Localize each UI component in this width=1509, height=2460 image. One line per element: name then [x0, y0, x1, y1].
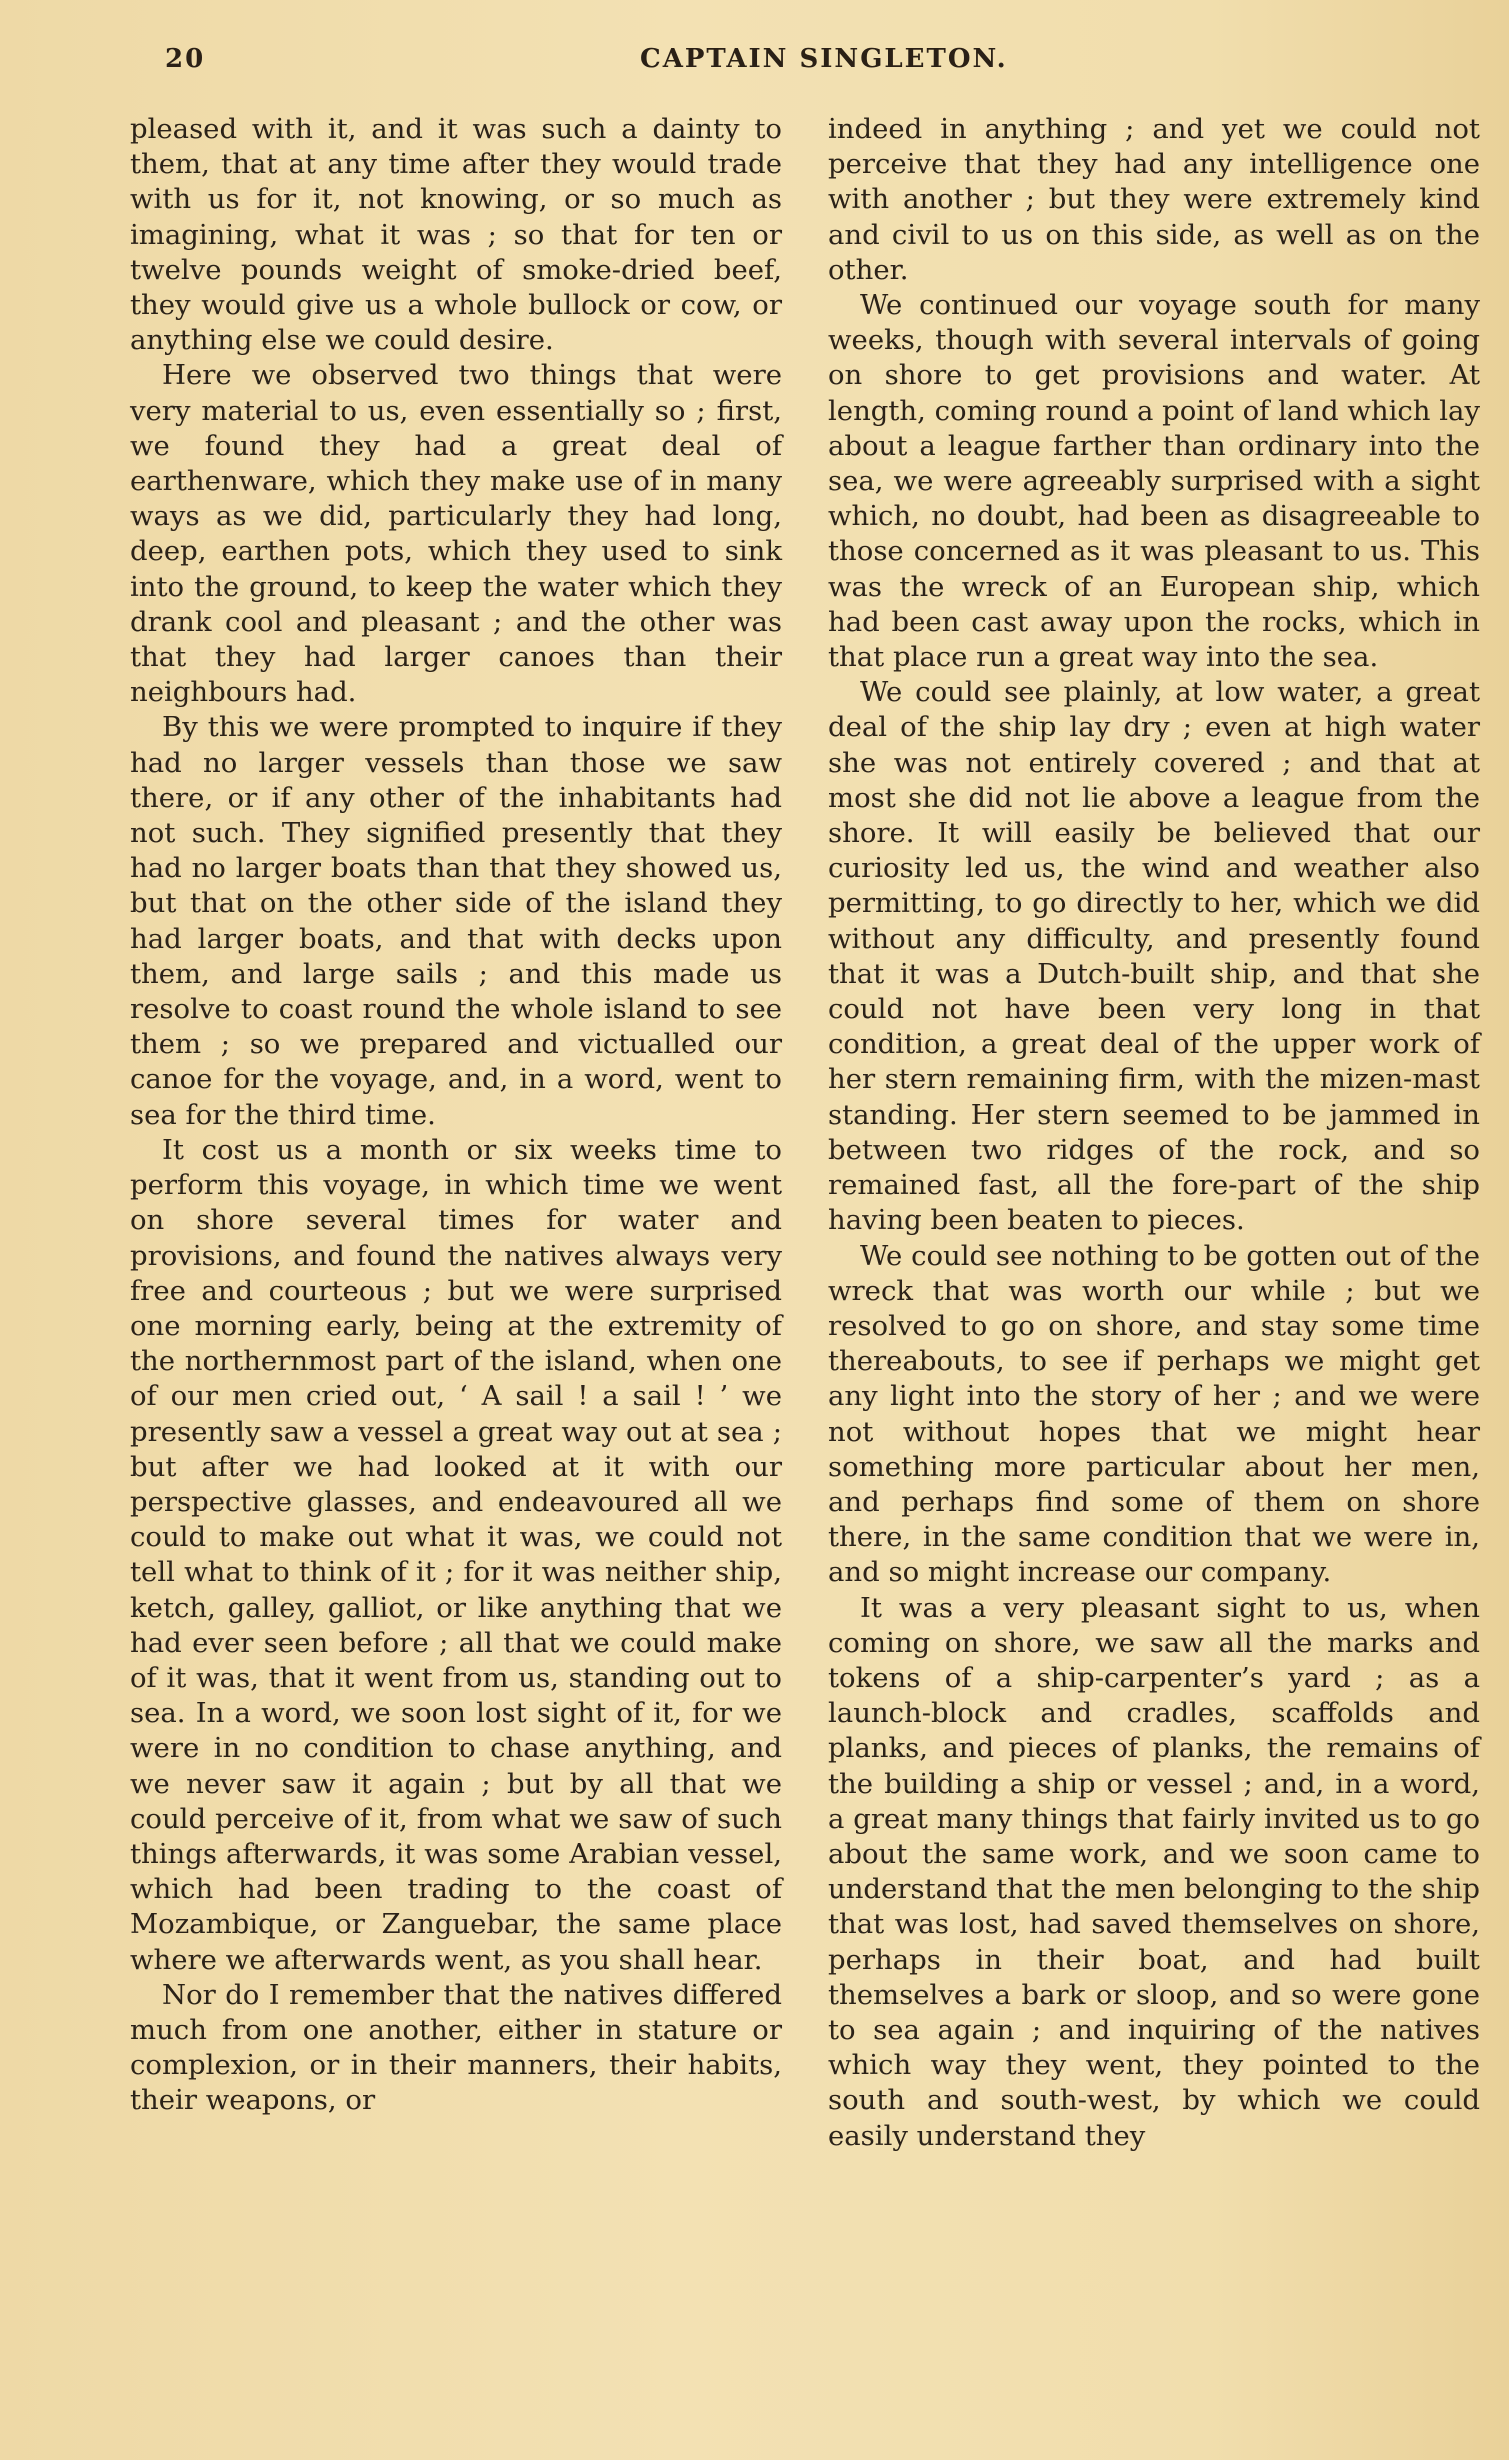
paragraph: By this we were prompted to inquire if they had no larger vessels than those we saw there, or if any other of the inhabitants had not such. They signified presently that they had no larger boats than that they showed us, but that on the other side of the island they had larger boats, and that with decks upon them, and large sails ; and this made us resolve to coast round the whole island to see them ; so we prepared and victualled our canoe for the voyage, and, in a word, went to sea for the third time. [130, 711, 782, 1131]
paragraph: pleased with it, and it was such a dainty to them, that at any time after they would trade with us for it, not knowing, or so much as imagining, what it was ; so that for ten or twelve pounds weight of smoke-dried beef, they would give us a whole bullock or cow, or anything else we could desire. [130, 113, 782, 357]
paragraph: We could see plainly, at low water, a great deal of the ship lay dry ; even at high water she was not entirely covered ; and that at most she did not lie above a league from the shore. It will easily be believed that our curiosity led us, the wind and weather also permitting, to go directly to her, which we did without any difficulty, and presently found that it was a Dutch-built ship, and that she could not have been very long in that condition, a great deal of the upper work of her stern remaining firm, with the mizen-mast standing. Her stern seemed to be jammed in between two ridges of the rock, and so remained fast, all the fore-part of the ship having been beaten to pieces. [828, 676, 1480, 1237]
paragraph: Here we observed two things that were very material to us, even essentially so ; first, we found they had a great deal of earthenware, which they make use of in many ways as we did, particularly they had long, deep, earthen pots, which they used to sink into the ground, to keep the water which they drank cool and pleasant ; and the other was that they had larger canoes than their neighbours had. [130, 359, 782, 709]
paragraph: We continued our voyage south for many weeks, though with several intervals of going on shore to get provisions and water. At length, coming round a point of land which lay about a league farther than ordinary into the sea, we were agreeably surprised with a sight which, no doubt, had been as disagreeable to those concerned as it was pleasant to us. This was the wreck of an European ship, which had been cast away upon the rocks, which in that place run a great way into the sea. [828, 289, 1480, 674]
paragraph: It cost us a month or six weeks time to perform this voyage, in which time we went on shore several times for water and provisions, and found the natives always very free and courteous ; but we were surprised one morning early, being at the extremity of the northernmost part of the island, when one of our men cried out, ‘ A sail ! a sail ! ’ we presently saw a vessel a great way out at sea ; but after we had looked at it with our perspective glasses, and endeavoured all we could to make out what it was, we could not tell what to think of it ; for it was neither ship, ketch, galley, galliot, or like anything that we had ever seen before ; all that we could make of it was, that it went from us, standing out to sea. In a word, we soon lost sight of it, for we were in no condition to chase anything, and we never saw it again ; but by all that we could perceive of it, from what we saw of such things afterwards, it was some Arabian vessel, which had been trading to the coast of Mozambique, or Zanguebar, the same place where we afterwards went, as you shall hear. [130, 1133, 782, 1976]
page-number: 20 [165, 44, 206, 74]
paragraph: indeed in anything ; and yet we could not perceive that they had any intelligence one with another ; but they were extremely kind and civil to us on this side, as well as on the other. [828, 113, 1480, 286]
paragraph: We could see nothing to be gotten out of the wreck that was worth our while ; but we resolved to go on shore, and stay some time thereabouts, to see if perhaps we might get any light into the story of her ; and we were not without hopes that we might hear something more particular about her men, and perhaps find some of them on shore there, in the same condition that we were in, and so might increase our company. [828, 1239, 1480, 1589]
running-title: CAPTAIN SINGLETON. [640, 44, 1008, 74]
left-text-column [130, 112, 782, 2119]
paragraph: Nor do I remember that the natives differed much from one another, either in stature or complexion, or in their manners, their habits, their weapons, or [130, 1978, 782, 2117]
page-header [165, 44, 1445, 84]
paragraph: It was a very pleasant sight to us, when coming on shore, we saw all the marks and tokens of a ship-carpenter’s yard ; as a launch-block and cradles, scaffolds and planks, and pieces of planks, the remains of the building a ship or vessel ; and, in a word, a great many things that fairly invited us to go about the same work, and we soon came to understand that the men belonging to the ship that was lost, had saved themselves on shore, perhaps in their boat, and had built themselves a bark or sloop, and so were gone to sea again ; and inquiring of the natives which way they went, they pointed to the south and south-west, by which we could easily understand they [828, 1591, 1480, 2152]
right-text-column [828, 112, 1480, 2154]
